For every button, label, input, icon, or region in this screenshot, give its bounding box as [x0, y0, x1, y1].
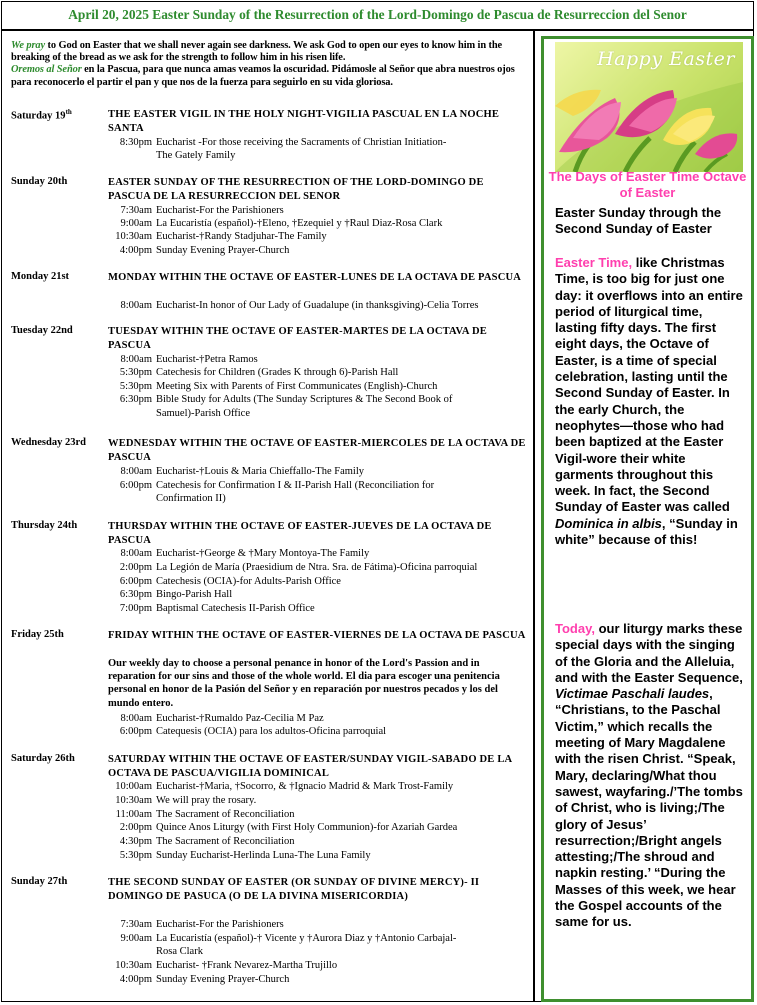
intro-en-lead: We pray	[11, 40, 46, 51]
event-time: 6:30pm	[119, 394, 152, 405]
event-desc: The Gately Family	[156, 150, 236, 161]
day-label: Thursday 24th	[11, 520, 78, 531]
sidebar-paragraph-2: Today, our liturgy marks these special days with the singing of the Gloria and the Alleluia, and with the Easter Sequence, Victimae Paschali laudes, “Christians, to the Paschal Victim,” which recalls the meeting of Mary Magdalene with the risen Christ. “Speak, Mary, declaring/What thou sawest, wayfaring./’The tombs of Christ, who is living;/The glory of Jesus’ resurrection;/Bright angels attesting;/The shroud and napkin resting.’ “During the Masses of this week, we hear the Gospel accounts of the same for us.	[555, 621, 743, 930]
event-time: 8:00am	[120, 548, 152, 559]
event-time: 2:00pm	[119, 822, 152, 833]
event-desc: Quince Anos Liturgy (with First Holy Communion)-for Azariah Gardea	[156, 822, 458, 833]
day-title: THE SECOND SUNDAY OF EASTER (OR SUNDAY OF DIVINE MERCY)- II DOMINGO DE PASUCA (O DE LA DIVINA MISERICORDIA)	[108, 877, 480, 902]
event-desc: We will pray the rosary.	[156, 795, 257, 806]
event-time: 7:00pm	[119, 603, 152, 614]
easter-sidebar	[541, 36, 754, 1002]
intro-es-lead: Oremos al Señor	[11, 64, 82, 76]
event-desc: Bible Study for Adults (The Sunday Scriptures & The Second Book of	[156, 394, 453, 405]
day-title: SATURDAY WITHIN THE OCTAVE OF EASTER/SUNDAY VIGIL-SABADO DE LA OCTAVA DE PASCUA/VIGILIA DOMINICAL	[108, 754, 512, 779]
event-desc: La Eucaristía (español)-†Eleno, †Ezequiel y †Raul Diaz-Rosa Clark	[156, 218, 443, 229]
event-desc: Sunday Evening Prayer-Church	[156, 974, 290, 985]
event-desc: Samuel)-Parish Office	[156, 408, 250, 419]
day-label: Tuesday 22nd	[11, 325, 73, 336]
event-time: 5:30pm	[119, 367, 152, 378]
event-time: 6:00pm	[119, 576, 152, 587]
sidebar-paragraph-1: Easter Time, like Christmas Time, is too big for just one day: it overflows into an entire period of liturgical time, lasting fifty days. The first eight days, the Octave of Easter, is a time of special celebration, lasting until the Second Sunday of Easter. In the early Church, the neophytes—those who had been baptized at the Easter Vigil-wore their white garments throughout this week. In fact, the Second Sunday of Easter was called Dominica in albis, “Sunday in white” because of this!	[555, 255, 743, 548]
day-label: Friday 25th	[11, 629, 64, 640]
event-time: 11:00am	[115, 809, 152, 820]
event-time: 4:00pm	[119, 245, 152, 256]
event-desc: La Eucaristía (español)-† Vicente y †Aurora Diaz y †Antonio Carbajal-	[156, 933, 457, 944]
day-title: TUESDAY WITHIN THE OCTAVE OF EASTER-MARTES DE LA OCTAVA DE PASCUA	[108, 326, 487, 351]
today-lead: Today,	[555, 621, 595, 636]
event-time: 6:00pm	[119, 726, 152, 737]
event-desc: Eucharist-†Louis & Maria Chieffallo-The Family	[156, 466, 365, 477]
event-desc: The Sacrament of Reconciliation	[156, 836, 295, 847]
event-time: 7:30am	[120, 205, 152, 216]
event-time: 4:00pm	[119, 974, 152, 985]
event-desc: Catechesis (OCIA)-for Adults-Parish Office	[156, 576, 341, 587]
event-time: 7:30am	[120, 919, 152, 930]
intro-prayer	[11, 40, 526, 89]
event-desc: Eucharist -For those receiving the Sacraments of Christian Initiation-	[156, 137, 447, 148]
intro-en-text: to God on Easter that we shall never again see darkness. We ask God to open our eyes to know him in the breaking of the bread as we ask for the strength to follow him in his risen life.	[11, 40, 503, 64]
event-desc: Catequesis (OCIA) para los adultos-Oficina parroquial	[156, 726, 387, 737]
happy-easter-text: Happy Easter	[597, 48, 735, 70]
day-title: WEDNESDAY WITHIN THE OCTAVE OF EASTER-MIERCOLES DE LA OCTAVA DE PASCUA	[108, 438, 526, 463]
intro-es-text: en la Pascua, para que nunca amas veamos la oscuridad. Pidámosle al Señor que abra nuestros ojos para reconocerlo el partir el pan y que nos de la fuerza para seguirlo en su vida gloriosa.	[11, 64, 515, 88]
event-desc: Rosa Clark	[156, 946, 203, 957]
event-desc: Confirmation II)	[156, 493, 226, 504]
day-label: Monday 21st	[11, 271, 70, 282]
event-desc: Catechesis for Children (Grades K through 6)-Parish Hall	[156, 367, 399, 378]
tulip-illustration	[555, 42, 743, 172]
event-desc: Bingo-Parish Hall	[156, 589, 233, 600]
event-time: 8:00am	[120, 713, 152, 724]
event-desc: Sunday Eucharist-Herlinda Luna-The Luna Family	[156, 850, 371, 861]
event-desc: Eucharist-†Petra Ramos	[156, 354, 258, 365]
event-time: 6:00pm	[119, 480, 152, 491]
event-desc: Eucharist-†George & †Mary Montoya-The Family	[156, 548, 370, 559]
day-label: Saturday 19th	[11, 108, 72, 122]
event-time: 9:00am	[120, 933, 152, 944]
event-time: 6:30pm	[119, 589, 152, 600]
event-time: 8:00am	[120, 354, 152, 365]
event-desc: Eucharist-For the Parishioners	[156, 919, 284, 930]
event-time: 8:30pm	[119, 137, 152, 148]
penance-note: Our weekly day to choose a personal penance in honor of the Lord's Passion and in reparation for our sins and those of the whole world. El dia para escoger una penitencia personal en honor de la Pasión del Señor y en reparación por nuestros pecados y los del mundo entero.	[108, 658, 500, 709]
event-desc: Eucharist-†Randy Stadjuhar-The Family	[156, 231, 327, 242]
sidebar-heading: The Days of Easter Time Octave of Easter	[548, 169, 747, 200]
event-time: 5:30pm	[119, 381, 152, 392]
event-desc: The Sacrament of Reconciliation	[156, 809, 295, 820]
event-time: 10:30am	[115, 231, 152, 242]
day-label: Sunday 20th	[11, 176, 68, 187]
day-label: Saturday 26th	[11, 753, 75, 764]
event-time: 2:00pm	[119, 562, 152, 573]
event-desc: Eucharist- †Frank Nevarez-Martha Trujillo	[156, 960, 338, 971]
event-desc: Meeting Six with Parents of First Communicates (English)-Church	[156, 381, 438, 392]
easter-time-lead: Easter Time,	[555, 255, 633, 270]
event-time: 8:00am	[120, 466, 152, 477]
day-label: Wednesday 23rd	[11, 437, 86, 448]
day-title: FRIDAY WITHIN THE OCTAVE OF EASTER-VIERNES DE LA OCTAVA DE PASCUA	[108, 630, 526, 641]
event-time: 5:30pm	[119, 850, 152, 861]
event-time: 10:00am	[115, 781, 152, 792]
event-time: 9:00am	[120, 218, 152, 229]
day-title: EASTER SUNDAY OF THE RESURRECTION OF THE LORD-DOMINGO DE PASCUA DE LA RESURRECCION DEL SENOR	[108, 177, 484, 202]
day-title: THURSDAY WITHIN THE OCTAVE OF EASTER-JUEVES DE LA OCTAVA DE PASCUA	[108, 521, 492, 546]
event-desc: Baptismal Catechesis II-Parish Office	[156, 603, 315, 614]
sidebar-subheading: Easter Sunday through the Second Sunday of Easter	[555, 205, 722, 237]
day-title: THE EASTER VIGIL IN THE HOLY NIGHT-VIGILIA PASCUAL EN LA NOCHE SANTA	[108, 109, 500, 134]
event-time: 8:00am	[120, 300, 152, 311]
event-desc: Eucharist-†Maria, †Socorro, & †Ignacio Madrid & Mark Trost-Family	[156, 781, 454, 792]
event-desc: Eucharist-†Rumaldo Paz-Cecilia M Paz	[156, 713, 324, 724]
header-title: April 20, 2025 Easter Sunday of the Resurrection of the Lord-Domingo de Pascua de Resurreccion del Senor	[68, 7, 687, 22]
bulletin-header	[1, 1, 754, 31]
event-desc: La Legión de María (Praesidium de Ntra. Sra. de Fátima)-Oficina parroquial	[156, 562, 478, 573]
event-time: 4:30pm	[119, 836, 152, 847]
event-desc: Eucharist-For the Parishioners	[156, 205, 284, 216]
day-label: Sunday 27th	[11, 876, 68, 887]
event-desc: Catechesis for Confirmation I & II-Parish Hall (Reconciliation for	[156, 480, 435, 491]
event-desc: Sunday Evening Prayer-Church	[156, 245, 290, 256]
event-time: 10:30am	[115, 960, 152, 971]
day-title: MONDAY WITHIN THE OCTAVE OF EASTER-LUNES DE LA OCTAVA DE PASCUA	[108, 272, 522, 283]
event-desc: Eucharist-In honor of Our Lady of Guadalupe (in thanksgiving)-Celia Torres	[156, 300, 479, 311]
event-time: 10:30am	[115, 795, 152, 806]
